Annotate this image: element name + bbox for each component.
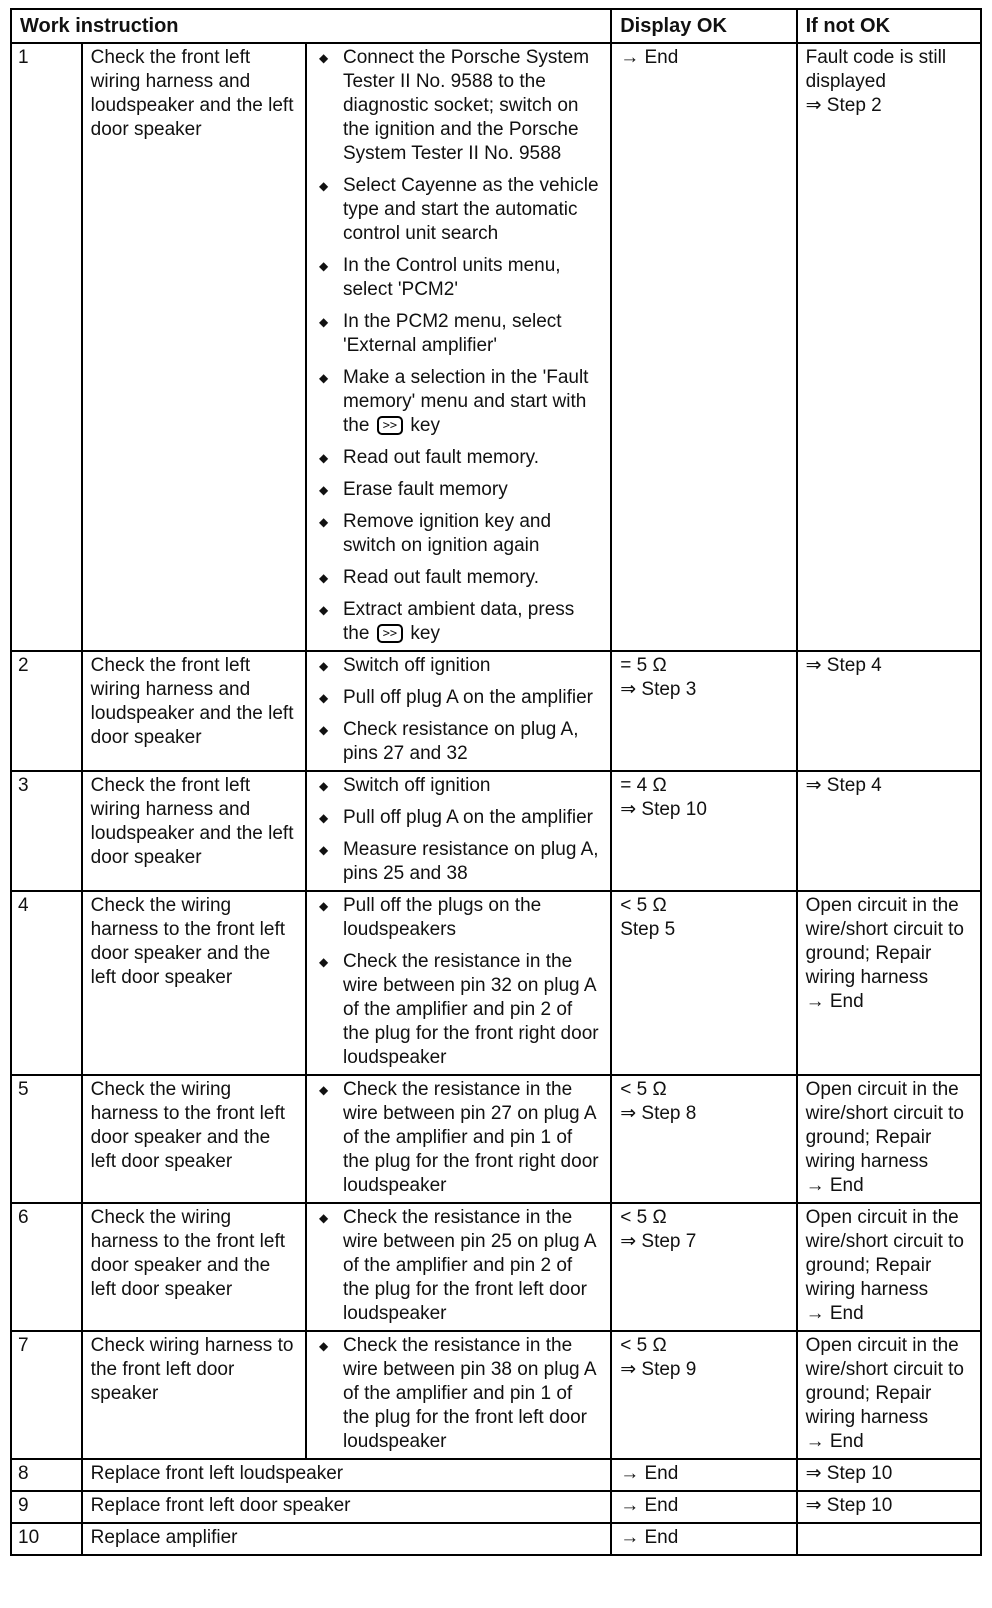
bullet-icon: ◆ <box>318 779 329 793</box>
table-row <box>11 1203 981 1331</box>
step-number: 4 <box>11 891 82 1075</box>
result-line: Open circuit in the wire/short circuit to ground; Repair wiring harness <box>805 1207 964 1300</box>
step-number: 5 <box>11 1075 82 1203</box>
step-text: Switch off ignition <box>342 775 491 796</box>
table-row <box>11 43 981 651</box>
list-item <box>315 254 602 302</box>
step-text: key <box>410 415 440 436</box>
step-text: Check the resistance in the wire between pin 27 on plug A of the amplifier and pin 1 of the plug for the front right door loudspeaker <box>342 1079 599 1196</box>
check-description: Check the front left wiring harness and loudspeaker and the left door speaker <box>82 43 306 651</box>
bullet-icon: ◆ <box>318 843 329 857</box>
step-text: Pull off the plugs on the loudspeakers <box>342 895 542 940</box>
display-ok-result: → End <box>611 1523 796 1555</box>
result-line: Open circuit in the wire/short circuit to ground; Repair wiring harness <box>805 1079 964 1172</box>
result-line: ⇒ Step 10 <box>620 799 707 820</box>
instruction-steps <box>306 1075 611 1203</box>
display-ok-result <box>611 771 796 891</box>
step-list <box>315 1078 602 1198</box>
display-ok-result <box>611 891 796 1075</box>
check-description: Check wiring harness to the front left door speaker <box>82 1331 306 1459</box>
bullet-icon: ◆ <box>318 315 329 329</box>
bullet-icon: ◆ <box>318 483 329 497</box>
step-text: Read out fault memory. <box>342 447 540 468</box>
display-ok-result: → End <box>611 1459 796 1491</box>
check-description: Check the wiring harness to the front left door speaker and the left door speaker <box>82 1203 306 1331</box>
display-ok-result <box>611 1075 796 1203</box>
step-text: key <box>410 623 440 644</box>
step-text: Read out fault memory. <box>342 567 540 588</box>
display-ok-result <box>611 43 796 651</box>
result-line: Open circuit in the wire/short circuit to ground; Repair wiring harness <box>805 1335 964 1428</box>
table-row <box>11 891 981 1075</box>
step-number: 7 <box>11 1331 82 1459</box>
step-text: Remove ignition key and switch on ignition again <box>342 511 552 556</box>
list-item <box>315 718 602 766</box>
list-item <box>315 366 602 438</box>
table-row <box>11 1491 981 1523</box>
table-body <box>11 43 981 1555</box>
step-number: 9 <box>11 1491 82 1523</box>
step-text: Check the resistance in the wire between pin 38 on plug A of the amplifier and pin 1 of the plug for the front left door loudspeaker <box>342 1335 596 1452</box>
instruction-steps <box>306 1331 611 1459</box>
result-line: → End <box>805 1175 864 1196</box>
step-list <box>315 894 602 1070</box>
result-line: → End <box>805 1303 864 1324</box>
result-line: Open circuit in the wire/short circuit to ground; Repair wiring harness <box>805 895 964 988</box>
if-not-ok-result: ⇒ Step 10 <box>797 1491 981 1523</box>
if-not-ok-result <box>797 1523 981 1555</box>
display-ok-result <box>611 1331 796 1459</box>
work-instruction-sheet <box>10 8 982 1556</box>
result-line: < 5 Ω <box>620 895 667 916</box>
display-ok-result: → End <box>611 1491 796 1523</box>
if-not-ok-result <box>797 43 981 651</box>
list-item <box>315 46 602 166</box>
result-line: < 5 Ω <box>620 1207 667 1228</box>
table-header-row <box>11 9 981 43</box>
list-item <box>315 806 602 830</box>
instruction-steps <box>306 1203 611 1331</box>
bullet-icon: ◆ <box>318 515 329 529</box>
bullet-icon: ◆ <box>318 51 329 65</box>
step-text: In the PCM2 menu, select 'External amplifier' <box>342 311 562 356</box>
tester-key-icon: >> <box>377 624 403 643</box>
list-item <box>315 654 602 678</box>
check-description: Replace amplifier <box>82 1523 612 1555</box>
step-number: 8 <box>11 1459 82 1491</box>
result-line: = 5 Ω <box>620 655 667 676</box>
instruction-steps <box>306 771 611 891</box>
step-list <box>315 654 602 766</box>
result-line: ⇒ Step 8 <box>620 1103 697 1124</box>
bullet-icon: ◆ <box>318 899 329 913</box>
work-instruction-table <box>10 8 982 1556</box>
bullet-icon: ◆ <box>318 691 329 705</box>
step-list <box>315 46 602 646</box>
check-description: Replace front left loudspeaker <box>82 1459 612 1491</box>
instruction-steps <box>306 651 611 771</box>
display-ok-result <box>611 651 796 771</box>
bullet-icon: ◆ <box>318 1211 329 1225</box>
step-text: Pull off plug A on the amplifier <box>342 807 593 828</box>
list-item <box>315 310 602 358</box>
list-item <box>315 894 602 942</box>
header-display-ok: Display OK <box>611 9 796 43</box>
list-item <box>315 174 602 246</box>
list-item <box>315 774 602 798</box>
result-line: ⇒ Step 9 <box>620 1359 697 1380</box>
step-text: Select Cayenne as the vehicle type and start the automatic control unit search <box>342 175 599 244</box>
step-number: 1 <box>11 43 82 651</box>
bullet-icon: ◆ <box>318 723 329 737</box>
bullet-icon: ◆ <box>318 603 329 617</box>
result-line: ⇒ Step 3 <box>620 679 697 700</box>
if-not-ok-result <box>797 771 981 891</box>
if-not-ok-result <box>797 891 981 1075</box>
step-text: Extract ambient data, press the <box>342 599 575 644</box>
step-list <box>315 1334 602 1454</box>
list-item <box>315 686 602 710</box>
result-line: Step 5 <box>620 919 676 940</box>
bullet-icon: ◆ <box>318 1339 329 1353</box>
result-line: < 5 Ω <box>620 1079 667 1100</box>
step-number: 6 <box>11 1203 82 1331</box>
step-number: 2 <box>11 651 82 771</box>
step-list <box>315 774 602 886</box>
step-text: Check the resistance in the wire between pin 25 on plug A of the amplifier and pin 2 of the plug for the front left door loudspeaker <box>342 1207 596 1324</box>
step-text: Check resistance on plug A, pins 27 and 32 <box>342 719 579 764</box>
step-text: Pull off plug A on the amplifier <box>342 687 593 708</box>
header-if-not-ok: If not OK <box>797 9 981 43</box>
list-item <box>315 1078 602 1198</box>
check-description: Replace front left door speaker <box>82 1491 612 1523</box>
result-line: ⇒ Step 7 <box>620 1231 697 1252</box>
bullet-icon: ◆ <box>318 259 329 273</box>
list-item <box>315 950 602 1070</box>
bullet-icon: ◆ <box>318 955 329 969</box>
result-line: ⇒ Step 2 <box>805 95 882 116</box>
result-line: < 5 Ω <box>620 1335 667 1356</box>
table-row <box>11 1523 981 1555</box>
bullet-icon: ◆ <box>318 451 329 465</box>
bullet-icon: ◆ <box>318 571 329 585</box>
step-text: In the Control units menu, select 'PCM2' <box>342 255 561 300</box>
display-ok-result <box>611 1203 796 1331</box>
step-text: Check the resistance in the wire between pin 32 on plug A of the amplifier and pin 2 of the plug for the front right door loudspeaker <box>342 951 599 1068</box>
if-not-ok-result <box>797 651 981 771</box>
if-not-ok-result: ⇒ Step 10 <box>797 1459 981 1491</box>
result-line: → End <box>805 991 864 1012</box>
step-number: 3 <box>11 771 82 891</box>
check-description: Check the wiring harness to the front left door speaker and the left door speaker <box>82 891 306 1075</box>
result-line: → End <box>620 47 679 68</box>
list-item <box>315 598 602 646</box>
instruction-steps <box>306 891 611 1075</box>
if-not-ok-result <box>797 1203 981 1331</box>
step-text: Measure resistance on plug A, pins 25 and 38 <box>342 839 599 884</box>
result-line: → End <box>805 1431 864 1452</box>
step-text: Connect the Porsche System Tester II No. 9588 to the diagnostic socket; switch on the ignition and the Porsche System Tester II No. 9588 <box>342 47 590 164</box>
table-row <box>11 1331 981 1459</box>
check-description: Check the wiring harness to the front left door speaker and the left door speaker <box>82 1075 306 1203</box>
list-item <box>315 1206 602 1326</box>
if-not-ok-result <box>797 1075 981 1203</box>
list-item <box>315 446 602 470</box>
step-text: Switch off ignition <box>342 655 491 676</box>
list-item <box>315 1334 602 1454</box>
step-number: 10 <box>11 1523 82 1555</box>
table-row <box>11 651 981 771</box>
table-row <box>11 1075 981 1203</box>
bullet-icon: ◆ <box>318 371 329 385</box>
bullet-icon: ◆ <box>318 1083 329 1097</box>
step-list <box>315 1206 602 1326</box>
list-item <box>315 510 602 558</box>
if-not-ok-result <box>797 1331 981 1459</box>
step-text: Erase fault memory <box>342 479 508 500</box>
bullet-icon: ◆ <box>318 179 329 193</box>
result-line: = 4 Ω <box>620 775 667 796</box>
check-description: Check the front left wiring harness and loudspeaker and the left door speaker <box>82 651 306 771</box>
bullet-icon: ◆ <box>318 811 329 825</box>
tester-key-icon: >> <box>377 416 403 435</box>
instruction-steps <box>306 43 611 651</box>
result-line: Fault code is still displayed <box>805 47 947 92</box>
bullet-icon: ◆ <box>318 659 329 673</box>
table-row <box>11 771 981 891</box>
header-work-instruction: Work instruction <box>11 9 611 43</box>
list-item <box>315 566 602 590</box>
result-line: ⇒ Step 4 <box>805 775 882 796</box>
result-line: ⇒ Step 4 <box>805 655 882 676</box>
list-item <box>315 478 602 502</box>
step-text: Make a selection in the 'Fault memory' menu and start with the <box>342 367 589 436</box>
list-item <box>315 838 602 886</box>
check-description: Check the front left wiring harness and loudspeaker and the left door speaker <box>82 771 306 891</box>
table-row <box>11 1459 981 1491</box>
